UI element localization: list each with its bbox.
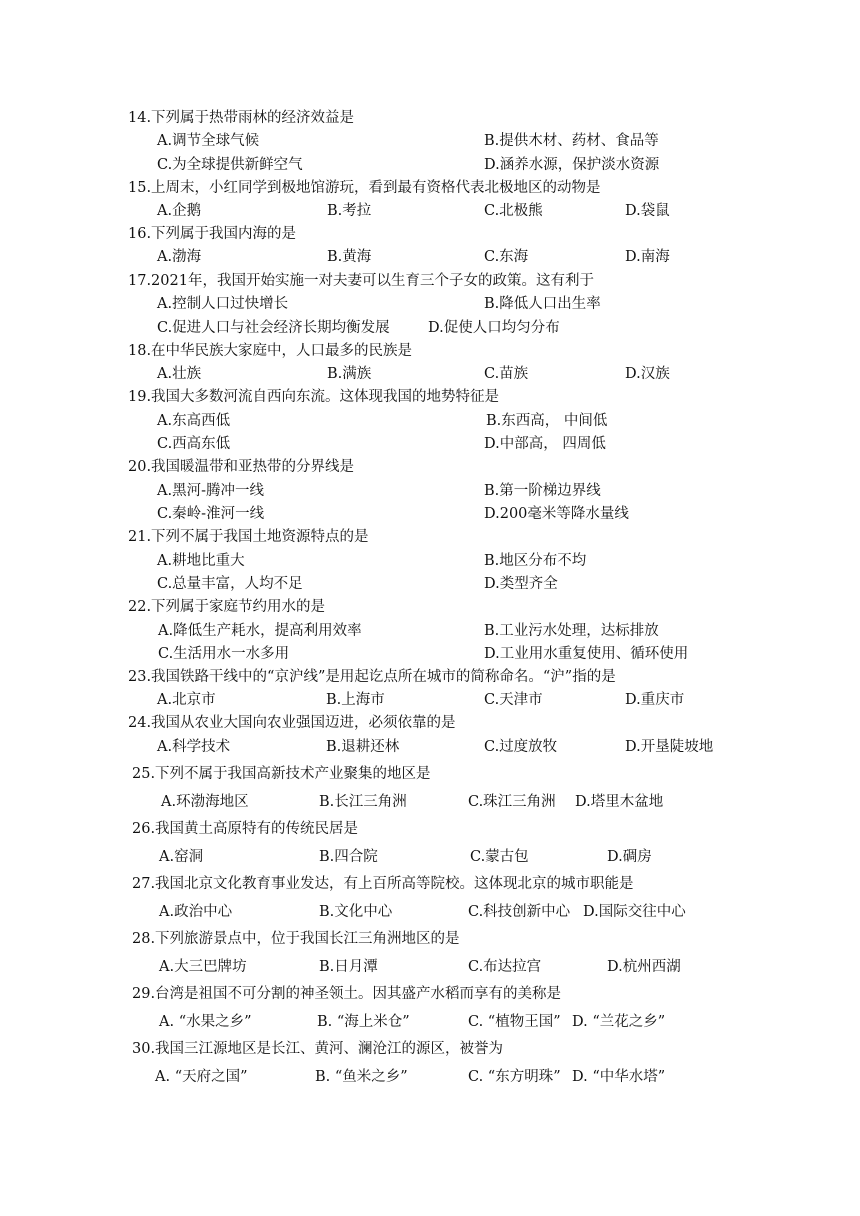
question-19-option-a: A.东高西低: [157, 413, 231, 429]
question-24-option-c: C.过度放牧: [484, 739, 558, 755]
question-23-option-b: B.上海市: [326, 692, 385, 708]
question-27-option-c: C.科技创新中心: [468, 904, 571, 920]
question-26-option-a: A.窑洞: [159, 849, 204, 865]
question-21-option-b: B.地区分布不均: [484, 553, 587, 569]
question-24-stem: 24.我国从农业大国向农业强国迈进，必须依靠的是: [128, 715, 456, 731]
question-16-option-a: A.渤海: [157, 249, 202, 265]
question-14-stem: 14.下列属于热带雨林的经济效益是: [128, 110, 355, 126]
question-18-stem: 18.在中华民族大家庭中，人口最多的民族是: [128, 343, 413, 359]
question-15-option-c: C.北极熊: [484, 203, 543, 219]
question-28-option-a: A.大三巴牌坊: [159, 959, 247, 975]
question-20-option-c: C.秦岭-淮河一线: [157, 506, 265, 522]
question-21-option-a: A.耕地比重大: [157, 553, 245, 569]
question-16-option-b: B.黄海: [327, 249, 372, 265]
question-25-option-d: D.塔里木盆地: [575, 794, 664, 810]
question-16-option-d: D.南海: [625, 249, 670, 265]
question-24-option-b: B.退耕还林: [326, 739, 400, 755]
question-28-option-d: D.杭州西湖: [607, 959, 681, 975]
question-29-option-d: D. “兰花之乡”: [572, 1014, 666, 1030]
question-27-option-d: D.国际交往中心: [583, 904, 686, 920]
question-18-option-a: A.壮族: [157, 366, 202, 382]
question-28-option-b: B.日月潭: [319, 959, 378, 975]
question-15-option-a: A.企鹅: [157, 203, 202, 219]
question-30-option-a: A. “天府之国”: [155, 1069, 248, 1085]
question-27-stem: 27.我国北京文化教育事业发达，有上百所高等院校。这体现北京的城市职能是: [132, 876, 634, 892]
question-30-stem: 30.我国三江源地区是长江、黄河、澜沧江的源区，被誉为: [132, 1041, 504, 1057]
question-17-stem: 17.2021年，我国开始实施一对夫妻可以生育三个子女的政策。这有利于: [128, 273, 594, 289]
question-14-option-a: A.调节全球气候: [157, 133, 260, 149]
question-26-option-b: B.四合院: [319, 849, 378, 865]
question-20-stem: 20.我国暖温带和亚热带的分界线是: [128, 459, 355, 475]
question-19-option-c: C.西高东低: [157, 436, 231, 452]
question-28-option-c: C.布达拉宫: [468, 959, 542, 975]
question-18-option-c: C.苗族: [484, 366, 529, 382]
question-18-option-b: B.满族: [327, 366, 372, 382]
question-24-option-a: A.科学技术: [157, 739, 231, 755]
question-24-option-d: D.开垦陡坡地: [625, 739, 714, 755]
question-25-stem: 25.下列不属于我国高新技术产业聚集的地区是: [132, 766, 431, 782]
question-20-option-d: D.200毫米等降水量线: [484, 506, 629, 522]
question-22-stem: 22.下列属于家庭节约用水的是: [128, 599, 326, 615]
question-29-option-c: C. “植物王国”: [468, 1014, 561, 1030]
question-25-option-c: C.珠江三角洲: [468, 794, 556, 810]
question-15-option-b: B.考拉: [327, 203, 372, 219]
question-23-option-a: A.北京市: [157, 692, 216, 708]
question-16-option-c: C.东海: [484, 249, 529, 265]
question-25-option-a: A.环渤海地区: [161, 794, 249, 810]
question-30-option-c: C. “东方明珠”: [468, 1069, 561, 1085]
question-14-option-d: D.涵养水源，保护淡水资源: [484, 157, 660, 173]
question-30-option-b: B. “鱼米之乡”: [315, 1069, 408, 1085]
question-21-option-d: D.类型齐全: [484, 576, 558, 592]
question-26-option-c: C.蒙古包: [470, 849, 529, 865]
question-30-option-d: D. “中华水塔”: [572, 1069, 666, 1085]
question-29-option-a: A. “水果之乡”: [159, 1014, 252, 1030]
question-17-option-b: B.降低人口出生率: [484, 296, 601, 312]
question-23-stem: 23.我国铁路干线中的“京沪线”是用起讫点所在城市的简称命名。“沪”指的是: [128, 669, 616, 685]
question-20-option-a: A.黑河-腾冲一线: [157, 483, 264, 499]
question-27-option-b: B.文化中心: [319, 904, 393, 920]
question-18-option-d: D.汉族: [625, 366, 670, 382]
question-22-option-d: D.工业用水重复使用、循环使用: [484, 646, 689, 662]
question-22-option-a: A.降低生产耗水，提高利用效率: [158, 623, 362, 639]
question-15-stem: 15.上周末，小红同学到极地馆游玩，看到最有资格代表北极地区的动物是: [128, 180, 601, 196]
question-17-option-d: D.促使人口均匀分布: [428, 320, 560, 336]
question-29-option-b: B. “海上米仓”: [317, 1014, 410, 1030]
question-19-option-b: B.东西高， 中间低: [486, 413, 608, 429]
question-20-option-b: B.第一阶梯边界线: [484, 483, 601, 499]
question-15-option-d: D.袋鼠: [625, 203, 670, 219]
question-16-stem: 16.下列属于我国内海的是: [128, 226, 297, 242]
question-23-option-d: D.重庆市: [625, 692, 685, 708]
question-19-stem: 19.我国大多数河流自西向东流。这体现我国的地势特征是: [128, 389, 500, 405]
question-22-option-b: B.工业污水处理，达标排放: [484, 623, 659, 639]
question-21-stem: 21.下列不属于我国土地资源特点的是: [128, 529, 369, 545]
question-21-option-c: C.总量丰富，人均不足: [157, 576, 303, 592]
question-26-stem: 26.我国黄土高原特有的传统民居是: [132, 821, 359, 837]
question-25-option-b: B.长江三角洲: [319, 794, 407, 810]
question-28-stem: 28.下列旅游景点中，位于我国长江三角洲地区的是: [132, 931, 460, 947]
question-14-option-c: C.为全球提供新鲜空气: [157, 157, 303, 173]
question-27-option-a: A.政治中心: [159, 904, 233, 920]
question-23-option-c: C.天津市: [484, 692, 543, 708]
question-26-option-d: D.碉房: [607, 849, 652, 865]
question-19-option-d: D.中部高， 四周低: [484, 436, 606, 452]
question-17-option-c: C.促进人口与社会经济长期均衡发展: [157, 320, 390, 336]
question-22-option-c: C.生活用水一水多用: [158, 646, 290, 662]
question-14-option-b: B.提供木材、药材、食品等: [484, 133, 659, 149]
question-29-stem: 29.台湾是祖国不可分割的神圣领土。因其盛产水稻而享有的美称是: [132, 986, 562, 1002]
question-17-option-a: A.控制人口过快增长: [157, 296, 289, 312]
